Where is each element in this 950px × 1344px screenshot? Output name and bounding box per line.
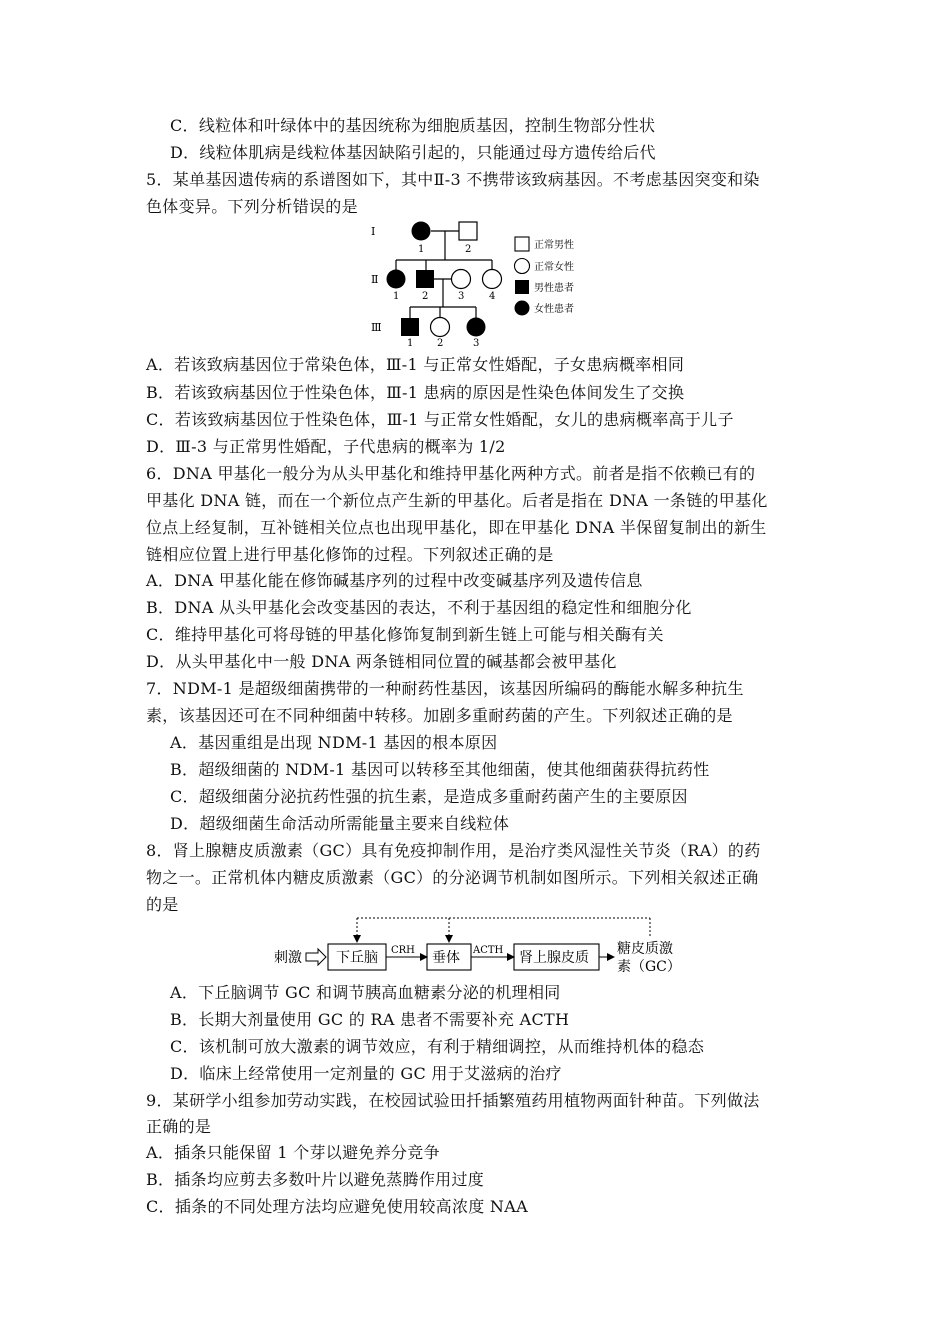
q8-option-c: C．该机制可放大激素的调节效应，有利于精细调控，从而维持机体的稳态 [170,1037,705,1056]
svg-text:3: 3 [473,338,480,348]
gen2-affected-male [416,270,434,288]
gc-output-line1: 糖皮质激 [617,941,673,957]
legend-normal-male-icon [515,237,529,251]
q9-stem-line2: 正确的是 [146,1117,212,1136]
q8-stem-line1: 8．肾上腺糖皮质激素（GC）具有免疫抑制作用，是治疗类风湿性关节炎（RA）的药 [146,841,761,860]
svg-text:正常女性: 正常女性 [534,262,574,273]
svg-text:2: 2 [437,338,444,348]
svg-text:1: 1 [418,244,425,255]
svg-text:3: 3 [458,291,465,302]
q9-stem-line1: 9．某研学小组参加劳动实践，在校园试验田扦插繁殖药用植物两面针种苗。下列做法 [146,1091,760,1110]
pedigree-diagram [360,218,600,348]
q5-option-d: D．Ⅲ-3 与正常男性婚配，子代患病的概率为 1/2 [146,437,506,456]
svg-text:男性患者: 男性患者 [534,283,574,294]
q6-option-d: D．从头甲基化中一般 DNA 两条链相同位置的碱基都会被甲基化 [146,652,617,671]
gc-regulation-diagram [268,914,708,978]
q6-stem-line2: 甲基化 DNA 链，而在一个新位点产生新的甲基化。后者是指在 DNA 一条链的甲基化 [146,491,768,510]
svg-text:1: 1 [407,338,414,348]
svg-text:正常男性: 正常男性 [534,240,574,251]
q8-stem-line2: 物之一。正常机体内糖皮质激素（GC）的分泌调节机制如图所示。下列相关叙述正确 [146,868,759,887]
q4-option-d: D．线粒体肌病是线粒体基因缺陷引起的，只能通过母方遗传给后代 [170,143,656,162]
gen3-affected-female [467,318,486,337]
q8-option-a: A．下丘脑调节 GC 和调节胰高血糖素分泌的机理相同 [170,983,561,1002]
svg-text:2: 2 [465,244,472,255]
q6-stem-line1: 6．DNA 甲基化一般分为从头甲基化和维持甲基化两种方式。前者是指不依赖已有的 [146,464,756,483]
q6-option-b: B．DNA 从头甲基化会改变基因的表达，不利于基因组的稳定性和细胞分化 [146,598,692,617]
q8-option-d: D．临床上经常使用一定剂量的 GC 用于艾滋病的治疗 [170,1064,562,1083]
q9-option-c: C．插条的不同处理方法均应避免使用较高浓度 NAA [146,1197,528,1216]
gen-2-label: Ⅱ [371,273,379,286]
legend-normal-female-icon [515,259,530,274]
svg-text:1: 1 [393,291,400,302]
svg-text:肾上腺皮质: 肾上腺皮质 [519,950,589,966]
q6-option-c: C．维持甲基化可将母链的甲基化修饰复制到新生链上可能与相关酶有关 [146,625,664,644]
q4-option-c: C．线粒体和叶绿体中的基因统称为细胞质基因，控制生物部分性状 [170,116,656,135]
q5-stem-line1: 5．某单基因遗传病的系谱图如下，其中Ⅱ-3 不携带该致病基因。不考虑基因突变和染 [146,170,760,189]
q7-stem-line2: 素，该基因还可在不同种细菌中转移。加剧多重耐药菌的产生。下列叙述正确的是 [146,706,733,725]
gen2-affected-female [387,270,406,289]
stimulus-arrow [306,949,326,965]
crh-label: CRH [391,945,415,956]
svg-text:垂体: 垂体 [432,950,460,966]
q6-option-a: A．DNA 甲基化能在修饰碱基序列的过程中改变碱基序列及遗传信息 [146,571,643,590]
q7-option-d: D．超级细菌生命活动所需能量主要来自线粒体 [170,814,510,833]
legend-affected-male-icon [515,280,529,294]
q9-option-b: B．插条均应剪去多数叶片以避免蒸腾作用过度 [146,1170,485,1189]
q5-option-a: A．若该致病基因位于常染色体，Ⅲ-1 与正常女性婚配，子女患病概率相同 [146,355,685,374]
q9-option-a: A．插条只能保留 1 个芽以避免养分竞争 [146,1143,440,1162]
q8-stem-line3: 的是 [146,895,179,914]
q5-option-c: C．若该致病基因位于性染色体，Ⅲ-1 与正常女性婚配，女儿的患病概率高于儿子 [146,410,734,429]
gen3-affected-male [401,318,419,336]
svg-text:下丘脑: 下丘脑 [336,950,378,966]
gen2-normal-female-3 [452,270,471,289]
q7-option-b: B．超级细菌的 NDM-1 基因可以转移至其他细菌，使其他细菌获得抗药性 [170,760,710,779]
gen1-normal-male [459,222,477,240]
acth-label: ACTH [473,945,504,956]
q7-stem-line1: 7．NDM-1 是超级细菌携带的一种耐药性基因，该基因所编码的酶能水解多种抗生 [146,679,744,698]
gen-3-label: Ⅲ [371,321,382,334]
gen3-normal-female [431,318,450,337]
gen2-normal-female-4 [483,270,502,289]
gen1-affected-female [412,222,431,241]
q7-option-c: C．超级细菌分泌抗药性强的抗生素，是造成多重耐药菌产生的主要原因 [170,787,688,806]
legend-affected-female-icon [515,301,530,316]
q6-stem-line4: 链相应位置上进行甲基化修饰的过程。下列叙述正确的是 [146,545,554,564]
q5-option-b: B．若该致病基因位于性染色体，Ⅲ-1 患病的原因是性染色体间发生了交换 [146,383,685,402]
q8-option-b: B．长期大剂量使用 GC 的 RA 患者不需要补充 ACTH [170,1010,570,1029]
q6-stem-line3: 位点上经复制，互补链相关位点也出现甲基化，即在甲基化 DNA 半保留复制出的新生 [146,518,767,537]
stimulus-label: 刺激 [274,950,302,966]
svg-text:4: 4 [489,291,496,302]
svg-text:2: 2 [422,291,429,302]
svg-text:女性患者: 女性患者 [534,304,574,315]
gen-1-label: Ⅰ [371,225,376,238]
q7-option-a: A．基因重组是出现 NDM-1 基因的根本原因 [170,733,498,752]
q5-stem-line2: 色体变异。下列分析错误的是 [146,197,358,216]
gc-output-line2: 素（GC） [617,959,681,975]
